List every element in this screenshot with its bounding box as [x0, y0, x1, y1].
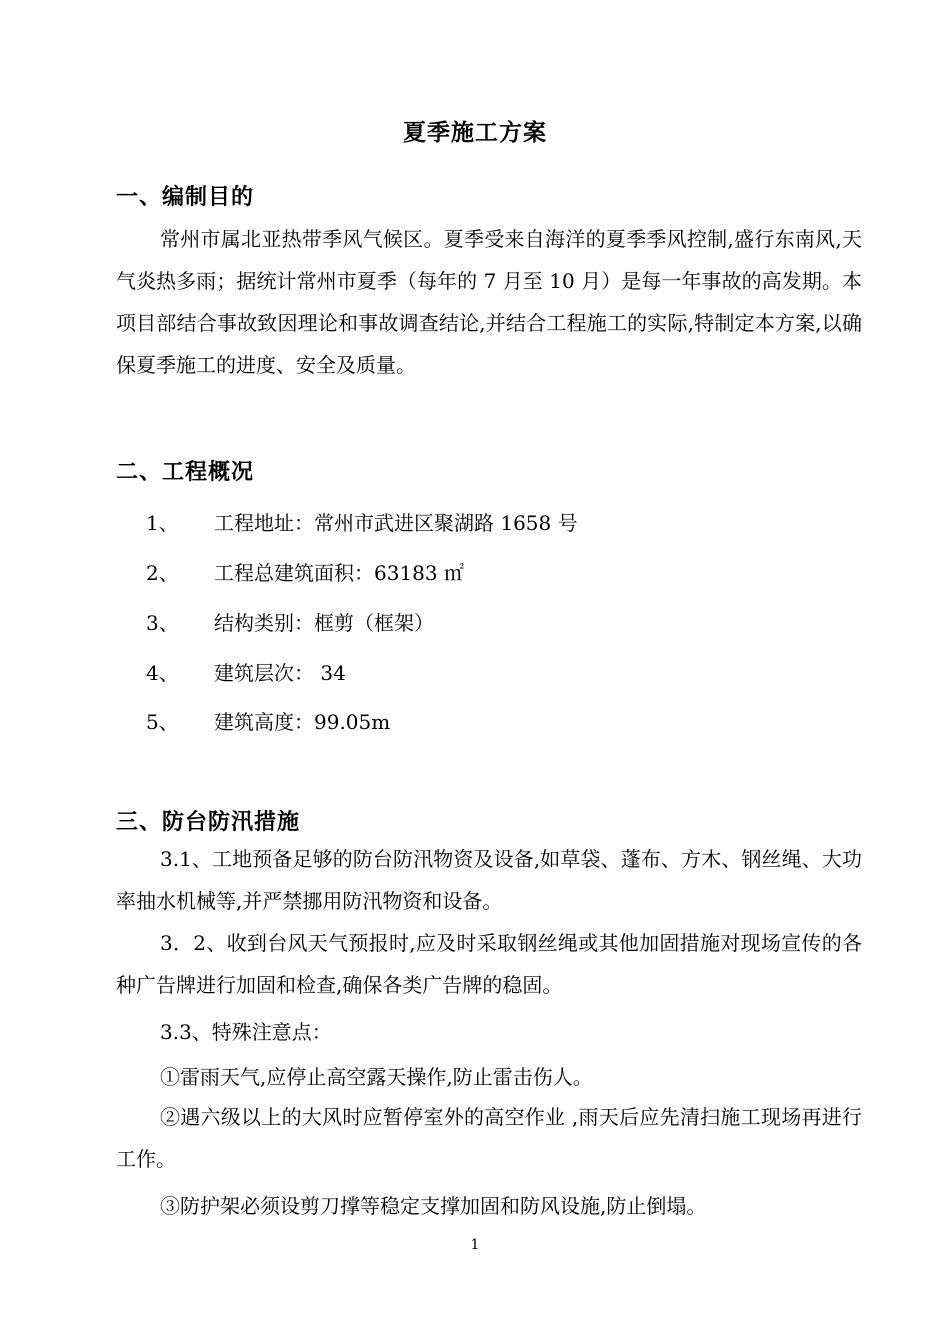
- item-number: 4、: [146, 661, 179, 685]
- item-number: 1、: [146, 511, 179, 535]
- overview-item: [146, 706, 390, 735]
- item-text: 工程地址：常州市武进区聚湖路 1658 号: [214, 511, 578, 535]
- item-text: 工程总建筑面积：63183 ㎡: [214, 561, 464, 585]
- section-heading-overview: 二、工程概况: [116, 460, 255, 485]
- overview-item: [146, 607, 434, 636]
- measure-paragraph-1: 3.1、工地预备足够的防台防汛物资及设备,如草袋、蓬布、方木、钢丝绳、大功率抽水机械等,并严禁挪用防汛物资和设备。: [116, 847, 862, 913]
- measure-paragraph-3: 3.3、特殊注意点：: [160, 1020, 332, 1044]
- item-number: 5、: [146, 710, 179, 734]
- overview-item: [146, 657, 346, 686]
- section-heading-measures: 三、防台防汛措施: [116, 810, 301, 835]
- overview-item: [146, 507, 578, 536]
- item-text: 建筑高度：99.05m: [214, 710, 391, 734]
- page-number: 1: [470, 1237, 480, 1253]
- measure-paragraph-2: 3．2、收到台风天气预报时,应及时采取钢丝绳或其他加固措施对现场宣传的各种广告牌进行加固和检查,确保各类广告牌的稳固。: [116, 931, 862, 997]
- measure-point-2: ②遇六级以上的大风时应暂停室外的高空作业 ,雨天后应先清扫施工现场再进行工作。: [116, 1105, 862, 1171]
- item-number: 2、: [146, 561, 179, 585]
- section-heading-purpose: 一、编制目的: [116, 185, 255, 210]
- measure-point-1: ①雷雨天气,应停止高空露天操作,防止雷击伤人。: [160, 1065, 593, 1089]
- purpose-paragraph: 常州市属北亚热带季风气候区。夏季受来自海洋的夏季季风控制,盛行东南风,天气炎热多雨；据统计常州市夏季（每年的 7 月至 10 月）是每一年事故的高发期。本项目部结合事故致因理论和事故调查结论,并结合工程施工的实际,特制定本方案,以确保夏季施工的进度、安全及质量。: [116, 227, 862, 377]
- document-title: 夏季施工方案: [403, 120, 547, 146]
- overview-item: [146, 557, 464, 586]
- item-text: 建筑层次： 34: [214, 661, 346, 685]
- item-number: 3、: [146, 611, 179, 635]
- item-text: 结构类别：框剪（框架）: [214, 611, 434, 635]
- measure-point-3: ③防护架必须设剪刀撑等稳定支撑加固和防风设施,防止倒塌。: [160, 1194, 707, 1218]
